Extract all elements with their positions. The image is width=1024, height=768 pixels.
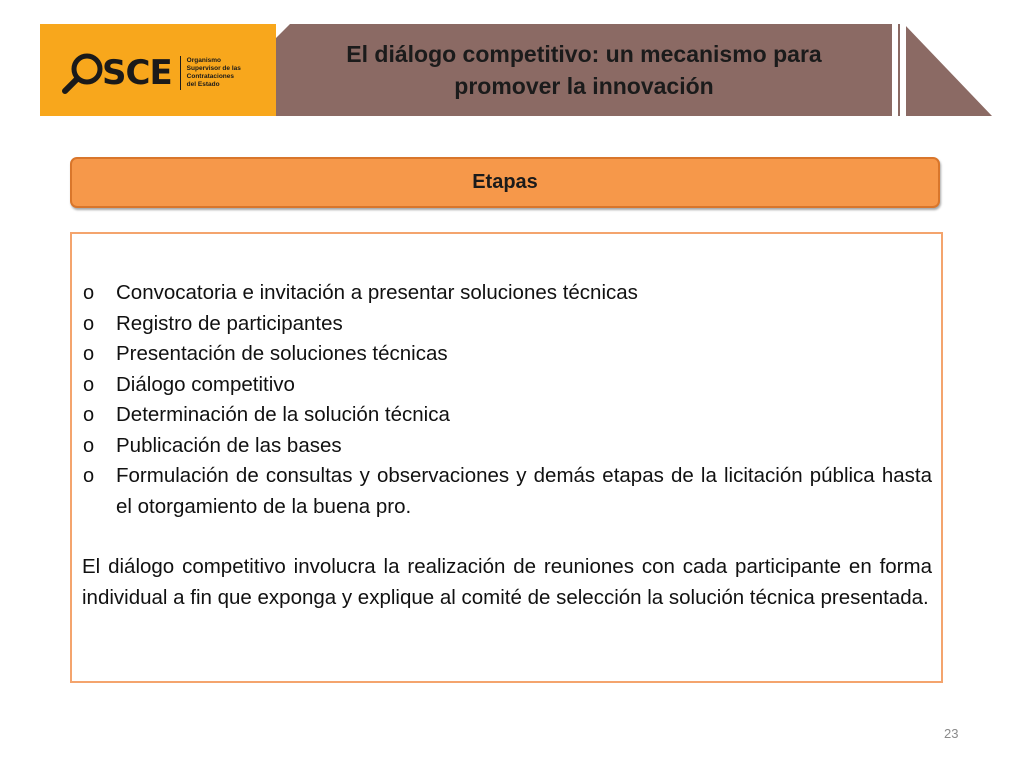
logo-org-line: del Estado	[186, 81, 220, 88]
corner-decoration	[898, 24, 994, 116]
steps-list	[82, 278, 932, 522]
page-number: 23	[944, 726, 959, 741]
slide-title-line2: promover la innovación	[454, 73, 714, 99]
step-text: Presentación de soluciones técnicas	[116, 342, 448, 365]
slide-title-banner	[276, 24, 892, 116]
step-text: Determinación de la solución técnica	[116, 403, 450, 426]
logo-org-name	[187, 57, 249, 89]
slide-title	[324, 38, 844, 102]
magnifier-icon	[60, 50, 106, 96]
bullet-circle-icon: o	[83, 312, 95, 335]
list-item	[82, 370, 932, 401]
step-text: Publicación de las bases	[116, 433, 342, 457]
bullet-circle-icon: o	[83, 373, 95, 396]
bullet-circle-icon: o	[83, 343, 95, 365]
bullet-circle-icon: o	[83, 404, 95, 426]
step-text: Registro de participantes	[116, 311, 343, 335]
logo-org-line: Organismo	[186, 57, 221, 64]
description-paragraph: El diálogo competitivo involucra la realización de reuniones con cada participante en forma individual a fin que exponga y explique al comité de selección la solución técnica presentada.	[82, 555, 932, 609]
step-text: Formulación de consultas y observaciones y demás etapas de la licitación pública hasta el otorgamiento de la buena pro.	[116, 464, 932, 518]
content-box	[70, 232, 943, 683]
list-item	[82, 278, 932, 309]
slide-title-line1: El diálogo competitivo: un mecanismo para	[346, 41, 822, 67]
logo-divider	[180, 56, 181, 90]
logo-org-line: Supervisor de las	[186, 65, 241, 72]
step-text: Convocatoria e invitación a presentar soluciones técnicas	[116, 281, 638, 304]
header-logo-panel	[40, 24, 276, 116]
section-header-bar	[70, 157, 940, 208]
list-item	[82, 339, 932, 370]
logo-wordmark: SCE	[102, 53, 172, 93]
osce-logo	[60, 50, 249, 96]
list-item	[82, 400, 932, 431]
list-item	[82, 431, 932, 462]
bullet-circle-icon: o	[83, 434, 95, 457]
section-title: Etapas	[472, 171, 538, 193]
logo-org-line: Contrataciones	[186, 73, 234, 80]
bullet-circle-icon: o	[83, 282, 95, 304]
step-text: Diálogo competitivo	[116, 372, 295, 396]
list-item	[82, 309, 932, 340]
list-item	[82, 461, 932, 522]
bullet-circle-icon: o	[83, 465, 95, 487]
